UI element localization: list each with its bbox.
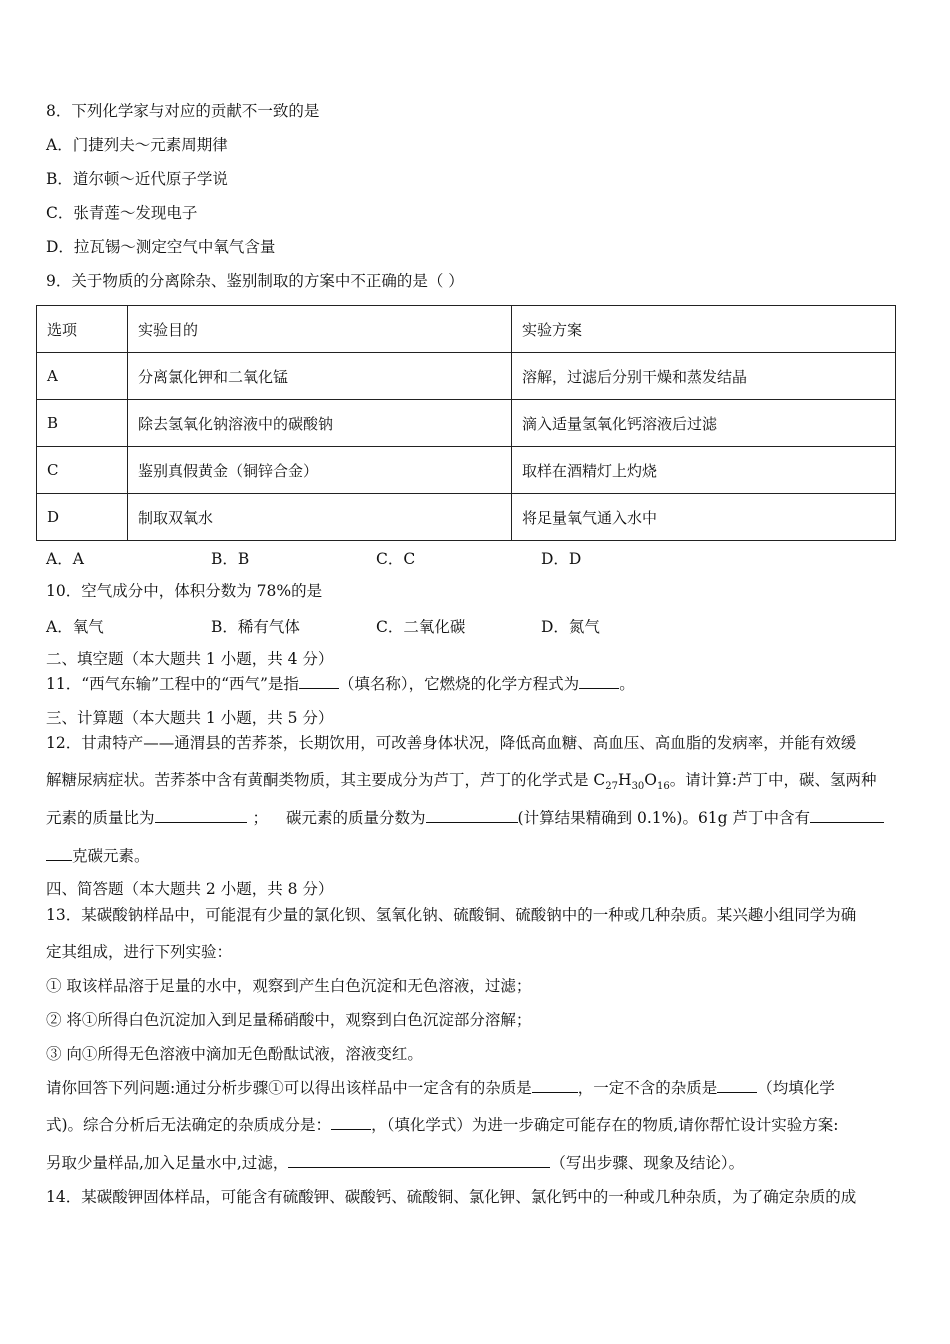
q10-choice-d: D．氮气 [541,618,600,636]
q13-ask2 [46,1115,838,1135]
q10-choice-a: A．氧气 [46,618,104,636]
q14-line1: 14．某碳酸钾固体样品，可能含有硫酸钾、碳酸钙、硫酸铜、氯化钾、氯化钙中的一种或几种杂质，为了确定杂质的成 [46,1188,857,1206]
answer-blank [717,1078,757,1093]
q13-line2: 定其组成，进行下列实验： [46,943,233,961]
q12-line2-text: 解糖尿病症状。苦荞茶中含有黄酮类物质，其主要成分为芦丁，芦丁的化学式是 C [46,771,606,789]
table-header-cell: 实验目的 [128,306,512,353]
q12-line1: 12．甘肃特产——通渭县的苦荞茶，长期饮用，可改善身体状况，降低高血糖、高血压、高血脂的发病率，并能有效缓 [46,734,857,752]
q10-stem: 10．空气成分中，体积分数为 78%的是 [46,582,323,600]
q8-option-c: C．张青莲～发现电子 [46,204,198,222]
answer-blank [46,846,72,861]
q13-ask1-text: 请你回答下列问题:通过分析步骤①可以得出该样品中一定含有的杂质是 [46,1079,532,1097]
q10-choice-b: B．稀有气体 [211,618,300,636]
q12-line3-text3: (计算结果精确到 0.1%)。61g 芦丁中含有 [517,809,811,827]
q12-line3-text2: 碳元素的质量分数为 [286,809,426,827]
table-cell: 溶解，过滤后分别干燥和蒸发结晶 [512,353,896,400]
q12-line3 [46,808,884,828]
answer-blank [532,1078,578,1093]
q8-stem: 8．下列化学家与对应的贡献不一致的是 [46,102,320,120]
table-cell: 制取双氧水 [128,494,512,541]
q13-line1: 13．某碳酸钠样品中，可能混有少量的氯化钡、氢氧化钠、硫酸铜、硫酸钠中的一种或几种杂质。某兴趣小组同学为确 [46,906,857,924]
q12-line4-text: 克碳元素。 [72,847,150,865]
q12-line2-tail: 。请计算:芦丁中，碳、氢两种 [669,771,877,789]
table-cell: D [37,494,128,541]
q13-step3: ③ 向①所得无色溶液中滴加无色酚酞试液，溶液变红。 [46,1045,423,1063]
table-cell: 滴入适量氢氧化钙溶液后过滤 [512,400,896,447]
answer-blank [331,1115,371,1130]
table-header-row [37,306,896,353]
formula-element: H [618,771,632,789]
section-2-heading: 二、填空题（本大题共 1 小题，共 4 分） [46,650,334,668]
table-cell: 除去氢氧化钠溶液中的碳酸钠 [128,400,512,447]
q9-choices [46,547,581,569]
q10-choice-c: C．二氧化碳 [376,618,466,636]
answer-blank [299,674,339,689]
q11-line [46,674,635,694]
q10-choices [46,615,600,637]
q13-step2: ② 将①所得白色沉淀加入到足量稀硝酸中，观察到白色沉淀部分溶解； [46,1011,532,1029]
q12-line4 [46,846,150,866]
q13-ask2-text2: ，（填化学式）为进一步确定可能存在的物质,请你帮忙设计实验方案: [371,1116,839,1134]
table-header-cell: 实验方案 [512,306,896,353]
q13-ask3 [46,1153,744,1173]
q8-option-a: A．门捷列夫～元素周期律 [46,136,228,154]
answer-blank [288,1153,550,1168]
q13-ask3-text: 另取少量样品,加入足量水中,过滤， [46,1154,289,1172]
table-row [37,447,896,494]
table-cell: 取样在酒精灯上灼烧 [512,447,896,494]
q13-ask1-text3: （均填化学 [757,1079,835,1097]
table-cell: 鉴别真假黄金（铜锌合金） [128,447,512,494]
q8-option-d: D．拉瓦锡～测定空气中氧气含量 [46,238,276,256]
formula-element: O [644,771,658,789]
answer-blank [579,674,619,689]
q13-ask1 [46,1078,835,1098]
q13-ask2-text: 式)。综合分析后无法确定的杂质成分是： [46,1116,332,1134]
q9-stem: 9．关于物质的分离除杂、鉴别制取的方案中不正确的是（ ） [46,272,464,290]
section-3-heading: 三、计算题（本大题共 1 小题，共 5 分） [46,709,334,727]
table-row [37,353,896,400]
answer-blank [155,808,247,823]
table-cell: 分离氯化钾和二氧化锰 [128,353,512,400]
q12-line3-text: 元素的质量比为 [46,809,155,827]
q8-option-b: B．道尔顿～近代原子学说 [46,170,228,188]
q9-table [36,305,896,541]
table-row [37,400,896,447]
q13-step1: ① 取该样品溶于足量的水中，观察到产生白色沉淀和无色溶液，过滤； [46,977,532,995]
q9-choice-c: C．C [376,550,416,568]
table-cell: B [37,400,128,447]
q12-line2 [46,770,876,797]
section-4-heading: 四、简答题（本大题共 2 小题，共 8 分） [46,880,334,898]
q11-part1: 11．“西气东输”工程中的“西气”是指 [46,675,299,693]
table-row [37,494,896,541]
table-cell: C [37,447,128,494]
q11-part2: （填名称），它燃烧的化学方程式为 [338,675,580,693]
answer-blank [426,808,518,823]
formula-subscript: 16 [657,781,670,793]
table-cell: A [37,353,128,400]
q9-choice-b: B．B [211,550,250,568]
answer-blank [810,808,884,823]
formula-subscript: 30 [631,781,645,793]
q9-choice-d: D．D [541,550,582,568]
table-header-cell: 选项 [37,306,128,353]
table-cell: 将足量氧气通入水中 [512,494,896,541]
q13-ask3-text2: （写出步骤、现象及结论）。 [550,1154,745,1172]
formula-subscript: 27 [605,781,619,793]
q13-ask1-text2: ，一定不含的杂质是 [577,1079,718,1097]
q9-choice-a: A．A [46,550,84,568]
q12-separator: ； [252,809,269,827]
q11-part3: 。 [619,675,635,693]
